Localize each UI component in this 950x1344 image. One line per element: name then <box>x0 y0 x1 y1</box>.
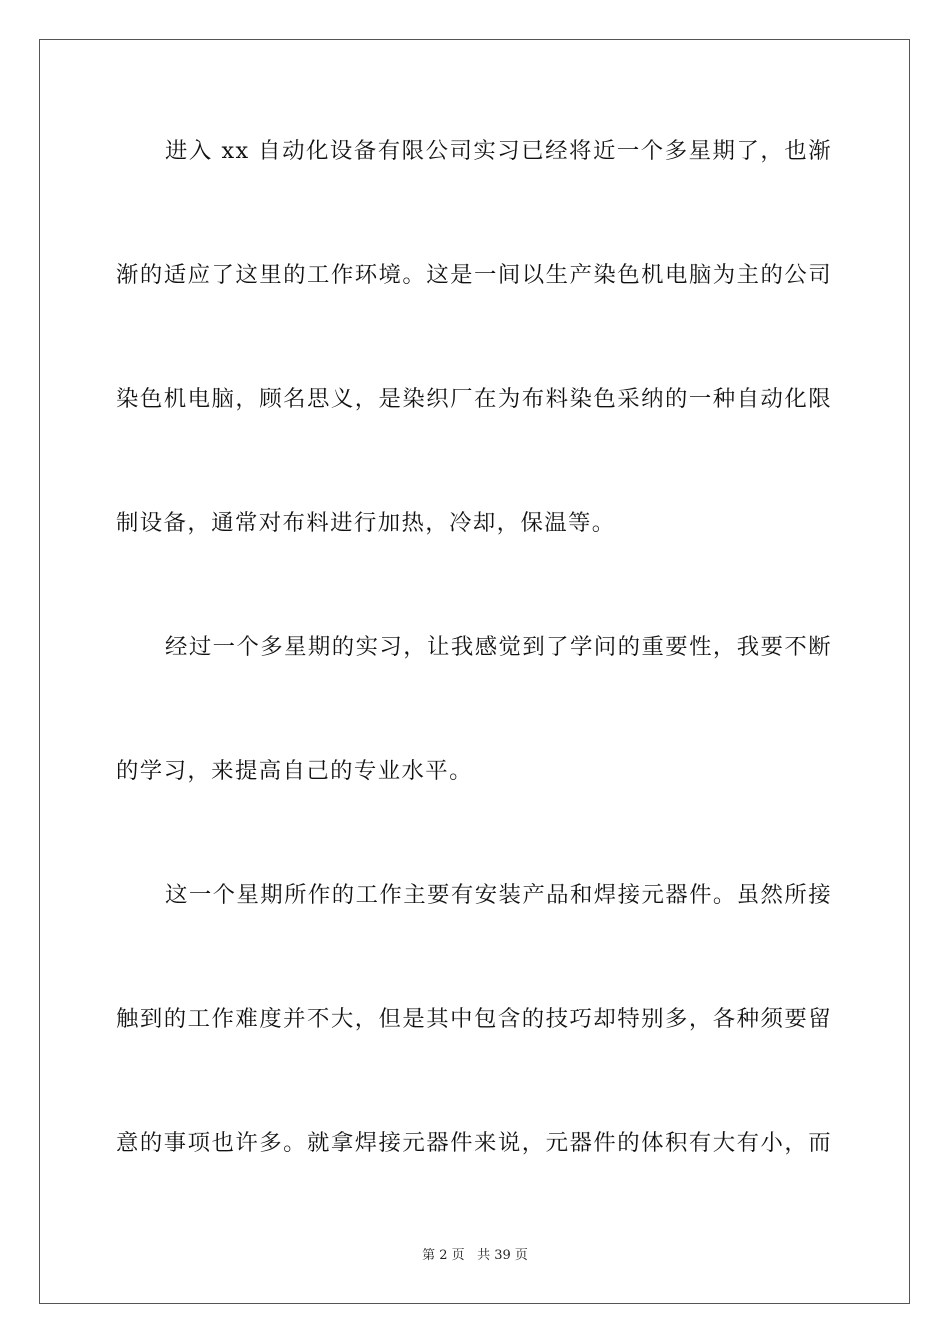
paragraph-line: 进入 xx 自动化设备有限公司实习已经将近一个多星期了，也渐 <box>165 138 832 164</box>
paragraph-line: 意的事项也许多。就拿焊接元器件来说，元器件的体积有大有小，而 <box>116 1130 832 1156</box>
paragraph-line: 这一个星期所作的工作主要有安装产品和焊接元器件。虽然所接 <box>165 882 832 908</box>
paragraph-line: 制设备，通常对布料进行加热，冷却，保温等。 <box>116 510 616 536</box>
page-footer <box>0 1247 950 1265</box>
page-total: 共 39 页 <box>477 1248 528 1263</box>
paragraph-line: 经过一个多星期的实习，让我感觉到了学问的重要性，我要不断 <box>165 634 832 660</box>
paragraph-line: 的学习，来提高自己的专业水平。 <box>116 758 473 784</box>
paragraph-line: 渐的适应了这里的工作环境。这是一间以生产染色机电脑为主的公司 <box>116 262 832 288</box>
page-number: 第 2 页 <box>422 1248 465 1263</box>
paragraph-line: 染色机电脑，顾名思义，是染织厂在为布料染色采纳的一种自动化限 <box>116 386 832 412</box>
paragraph-line: 触到的工作难度并不大，但是其中包含的技巧却特别多，各种须要留 <box>116 1006 832 1032</box>
page-border <box>39 39 910 1304</box>
